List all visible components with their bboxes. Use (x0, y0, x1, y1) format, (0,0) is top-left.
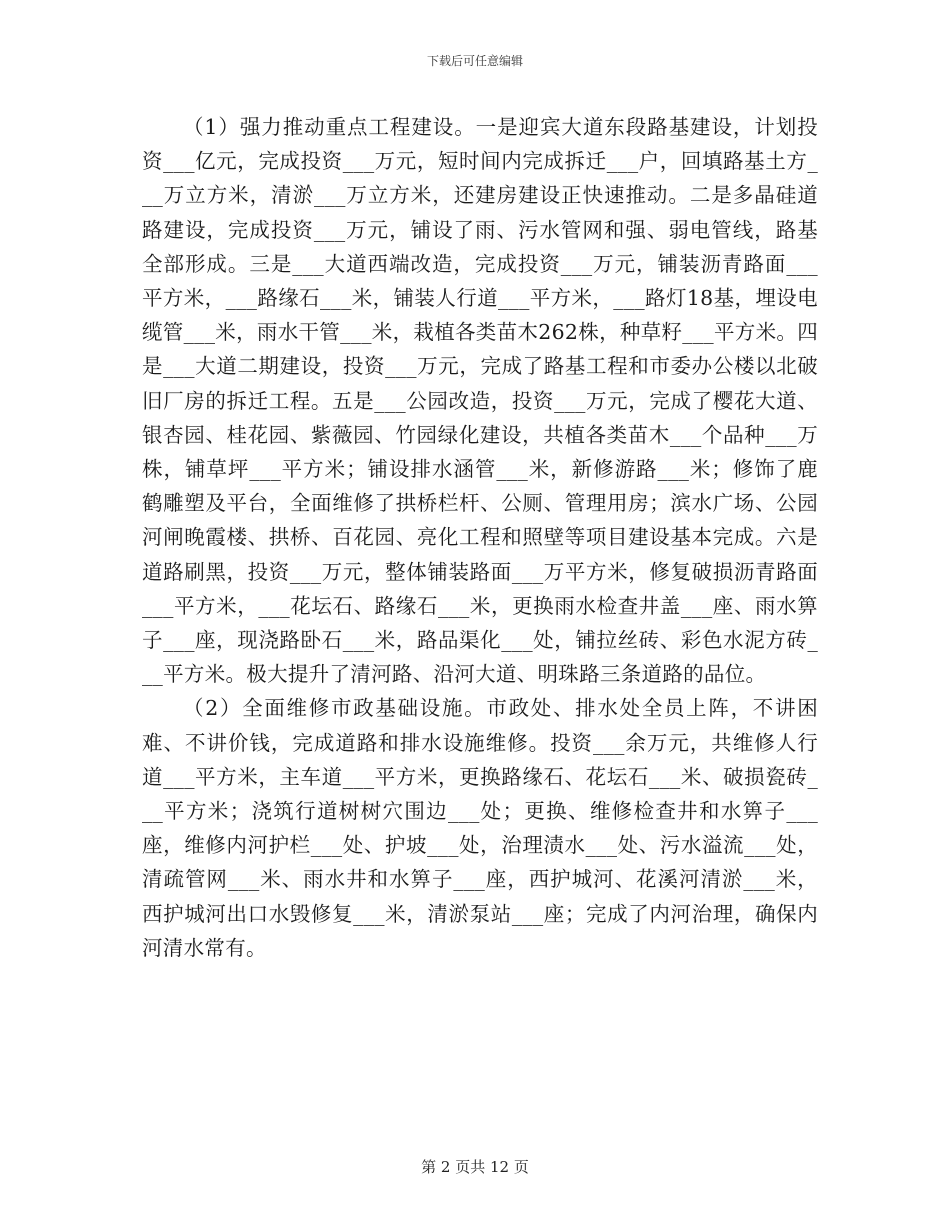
document-body (142, 110, 818, 965)
paragraph-infrastructure-maintenance: （2）全面维修市政基础设施。市政处、排水处全员上阵，不讲困难、不讲价钱，完成道路和排水设施维修。投资___余万元，共维修人行道___平方米，主车道___平方米，更换路缘石、花坛石___米、破损瓷砖___平方米；浇筑行道树树穴围边___处；更换、维修检查井和水箅子___座，维修内河护栏___处、护坡___处，治理渍水___处、污水溢流___处，清疏管网___米、雨水井和水箅子___座，西护城河、花溪河清淤___米，西护城河出口水毁修复___米，清淤泵站___座；完成了内河治理，确保内河清水常有。 (142, 696, 818, 960)
page-header: 下载后可任意编辑 (426, 54, 523, 68)
page-number-footer: 第 2 页共 12 页 (421, 1158, 529, 1176)
paragraph-key-projects: （1）强力推动重点工程建设。一是迎宾大道东段路基建设，计划投资___亿元，完成投资___万元，短时间内完成拆迁___户，回填路基土方___万立方米，清淤___万立方米，还建房建设正快速推动。二是多晶硅道路建设，完成投资___万元，铺设了雨、污水管网和强、弱电管线，路基全部形成。三是___大道西端改造，完成投资___万元，铺装沥青路面___平方米，___路缘石___米，铺装人行道___平方米，___路灯18基，埋设电缆管___米，雨水干管___米，栽植各类苗木262株，种草籽___平方米。四是___大道二期建设，投资___万元，完成了路基工程和市委办公楼以北破旧厂房的拆迁工程。五是___公园改造，投资___万元，完成了樱花大道、银杏园、桂花园、紫薇园、竹园绿化建设，共植各类苗木___个品种___万株，铺草坪___平方米；铺设排水涵管___米，新修游路___米；修饰了鹿鹤雕塑及平台，全面维修了拱桥栏杆、公厕、管理用房；滨水广场、公园河闸晚霞楼、拱桥、百花园、亮化工程和照壁等项目建设基本完成。六是道路刷黑，投资___万元，整体铺装路面___万平方米，修复破损沥青路面___平方米，___花坛石、路缘石___米，更换雨水检查井盖___座、雨水箅子___座，现浇路卧石___米，路品渠化___处，铺拉丝砖、彩色水泥方砖___平方米。极大提升了清河路、沿河大道、明珠路三条道路的品位。 (142, 115, 818, 687)
